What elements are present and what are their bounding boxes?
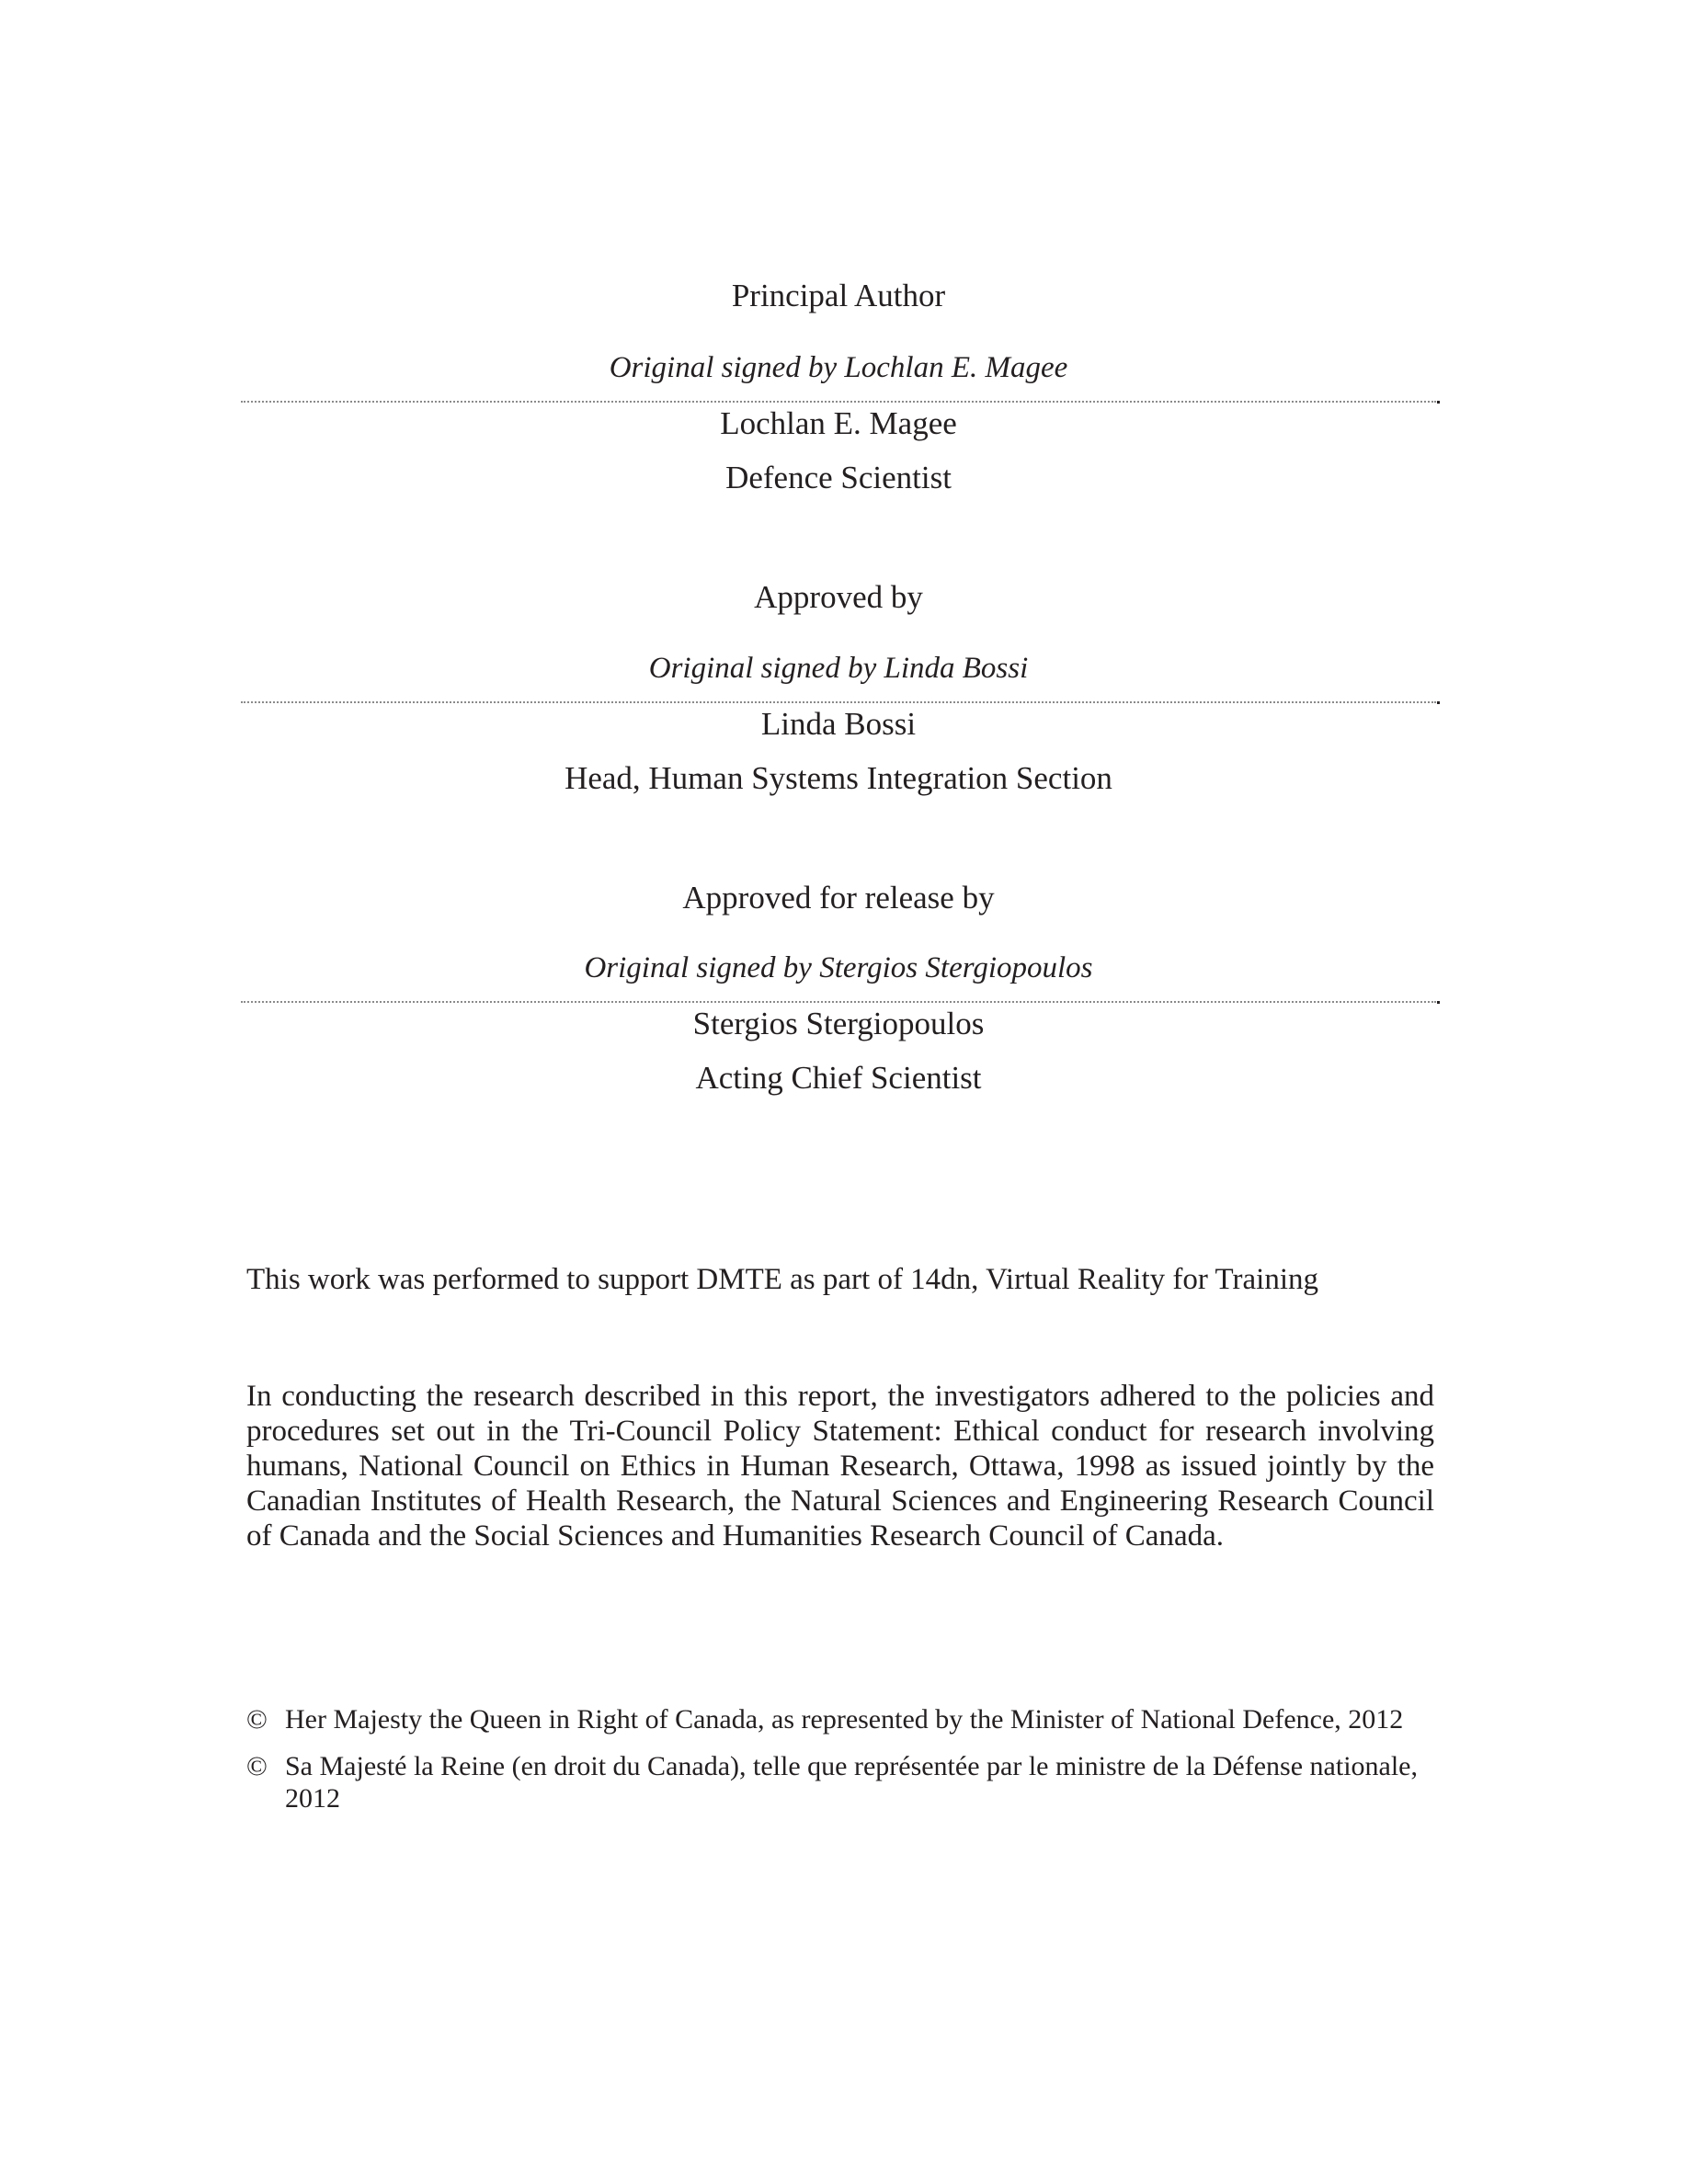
copyright-notice-english (246, 1703, 1442, 1735)
signatory-name: Stergios Stergiopoulos (692, 1006, 985, 1041)
copyright-symbol: © (246, 1751, 268, 1781)
signature-role: Approved for release by (682, 880, 995, 916)
signature-line-text: Original signed by Linda Bossi (648, 652, 1029, 685)
signatory-title: Acting Chief Scientist (695, 1060, 982, 1096)
signature-line-text: Original signed by Stergios Stergiopoulos (584, 951, 1093, 984)
copyright-notice-french (246, 1750, 1442, 1814)
copyright-symbol: © (246, 1704, 268, 1735)
copyright-text: Sa Majesté la Reine (en droit du Canada), telle que représentée par le ministre de la Défense nationale, 2012 (285, 1751, 1418, 1814)
ethics-statement: In conducting the research described in this report, the investigators adhered to the policies and procedures set out in the Tri-Council Policy Statement: Ethical conduct for research involving humans, National Council on Ethics in Human Research, Ottawa, 1998 as issued jointly by the Canadian Institutes of Health Research, the Natural Sciences and Engineering Research Council of Canada and the Social Sciences and Humanities Research Council of Canada. (246, 1380, 1434, 1553)
signatory-title: Head, Human Systems Integration Section (565, 760, 1112, 796)
signatory-title: Defence Scientist (725, 460, 952, 495)
signature-role: Principal Author (731, 278, 946, 313)
support-statement: This work was performed to support DMTE as part of 14dn, Virtual Reality for Training (246, 1263, 1318, 1296)
signature-rule (241, 1001, 1436, 1003)
signature-role: Approved by (754, 579, 923, 615)
copyright-text: Her Majesty the Queen in Right of Canada, as represented by the Minister of National Defence, 2012 (285, 1704, 1404, 1735)
signature-rule (241, 701, 1436, 703)
signature-line-text: Original signed by Lochlan E. Magee (609, 351, 1068, 384)
signature-rule (241, 401, 1436, 403)
signatory-name: Linda Bossi (760, 706, 917, 742)
signatory-name: Lochlan E. Magee (720, 405, 957, 441)
